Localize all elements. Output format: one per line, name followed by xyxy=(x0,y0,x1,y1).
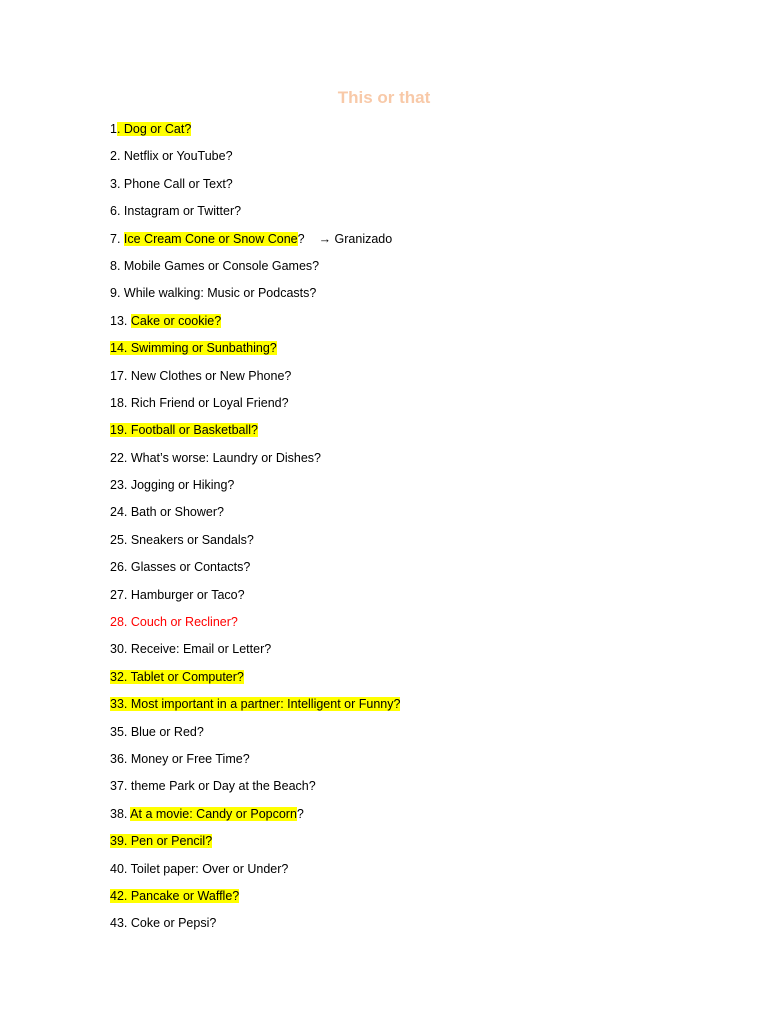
list-item xyxy=(110,558,400,585)
highlighted-text: 33. Most important in a partner: Intelligent or Funny? xyxy=(110,697,401,712)
question-list xyxy=(110,120,400,942)
highlighted-text: 19. Football or Basketball? xyxy=(110,423,259,438)
item-text: 27. Hamburger or Taco? xyxy=(110,587,245,602)
item-text: 13. xyxy=(110,313,131,328)
item-text: 22. What’s worse: Laundry or Dishes? xyxy=(110,450,321,465)
item-text: 8. Mobile Games or Console Games? xyxy=(110,258,320,273)
list-item xyxy=(110,668,400,695)
list-item xyxy=(110,914,400,941)
highlighted-text: 39. Pen or Pencil? xyxy=(110,834,213,849)
list-item xyxy=(110,284,400,311)
list-item xyxy=(110,312,400,339)
item-text: 38. xyxy=(110,806,131,821)
highlighted-text: Ice Cream Cone or Snow Cone xyxy=(123,231,298,246)
list-item xyxy=(110,887,400,914)
item-text: 18. Rich Friend or Loyal Friend? xyxy=(110,395,289,410)
item-text: 26. Glasses or Contacts? xyxy=(110,560,251,575)
list-item xyxy=(110,367,400,394)
item-text: 3. Phone Call or Text? xyxy=(110,176,233,191)
item-text: 35. Blue or Red? xyxy=(110,724,204,739)
list-item xyxy=(110,723,400,750)
list-item xyxy=(110,230,400,257)
highlighted-text: 42. Pancake or Waffle? xyxy=(110,888,240,903)
list-item xyxy=(110,503,400,530)
highlighted-text: At a movie: Candy or Popcorn xyxy=(130,806,297,821)
list-item xyxy=(110,476,400,503)
list-item xyxy=(110,613,400,640)
list-item xyxy=(110,202,400,229)
item-text: 30. Receive: Email or Letter? xyxy=(110,642,272,657)
item-text: 28. Couch or Recliner? xyxy=(110,615,238,630)
item-text-suffix: ? xyxy=(297,231,305,246)
list-item xyxy=(110,586,400,613)
item-text-suffix: ? xyxy=(296,806,304,821)
list-item xyxy=(110,394,400,421)
highlighted-text: 14. Swimming or Sunbathing? xyxy=(110,341,277,356)
list-item xyxy=(110,805,400,832)
item-text: 2. Netflix or YouTube? xyxy=(110,149,233,164)
list-item xyxy=(110,640,400,667)
highlighted-text: . Dog or Cat? xyxy=(116,122,192,136)
item-text: 24. Bath or Shower? xyxy=(110,505,224,520)
document-title: This or that xyxy=(337,88,431,107)
item-text: 40. Toilet paper: Over or Under? xyxy=(110,861,289,876)
item-text: 25. Sneakers or Sandals? xyxy=(110,532,254,547)
list-item xyxy=(110,175,400,202)
list-item xyxy=(110,449,400,476)
item-text: 9. While walking: Music or Podcasts? xyxy=(110,286,317,301)
highlighted-text: Cake or cookie? xyxy=(130,313,222,328)
item-text: 36. Money or Free Time? xyxy=(110,751,250,766)
item-text: 23. Jogging or Hiking? xyxy=(110,478,235,493)
item-text: 1 xyxy=(110,122,117,136)
item-text: 43. Coke or Pepsi? xyxy=(110,916,217,931)
highlighted-text: 32. Tablet or Computer? xyxy=(110,669,244,684)
list-item xyxy=(110,339,400,366)
list-item xyxy=(110,120,400,147)
list-item xyxy=(110,147,400,174)
list-item xyxy=(110,860,400,887)
translation-note: → Granizado xyxy=(318,231,393,246)
item-text: 6. Instagram or Twitter? xyxy=(110,204,242,219)
list-item xyxy=(110,832,400,859)
item-text: 17. New Clothes or New Phone? xyxy=(110,368,292,383)
list-item xyxy=(110,750,400,777)
item-text: 7. xyxy=(110,231,124,246)
item-text: 37. theme Park or Day at the Beach? xyxy=(110,779,316,794)
list-item xyxy=(110,421,400,448)
list-item xyxy=(110,531,400,558)
list-item xyxy=(110,695,400,722)
list-item xyxy=(110,777,400,804)
list-item xyxy=(110,257,400,284)
